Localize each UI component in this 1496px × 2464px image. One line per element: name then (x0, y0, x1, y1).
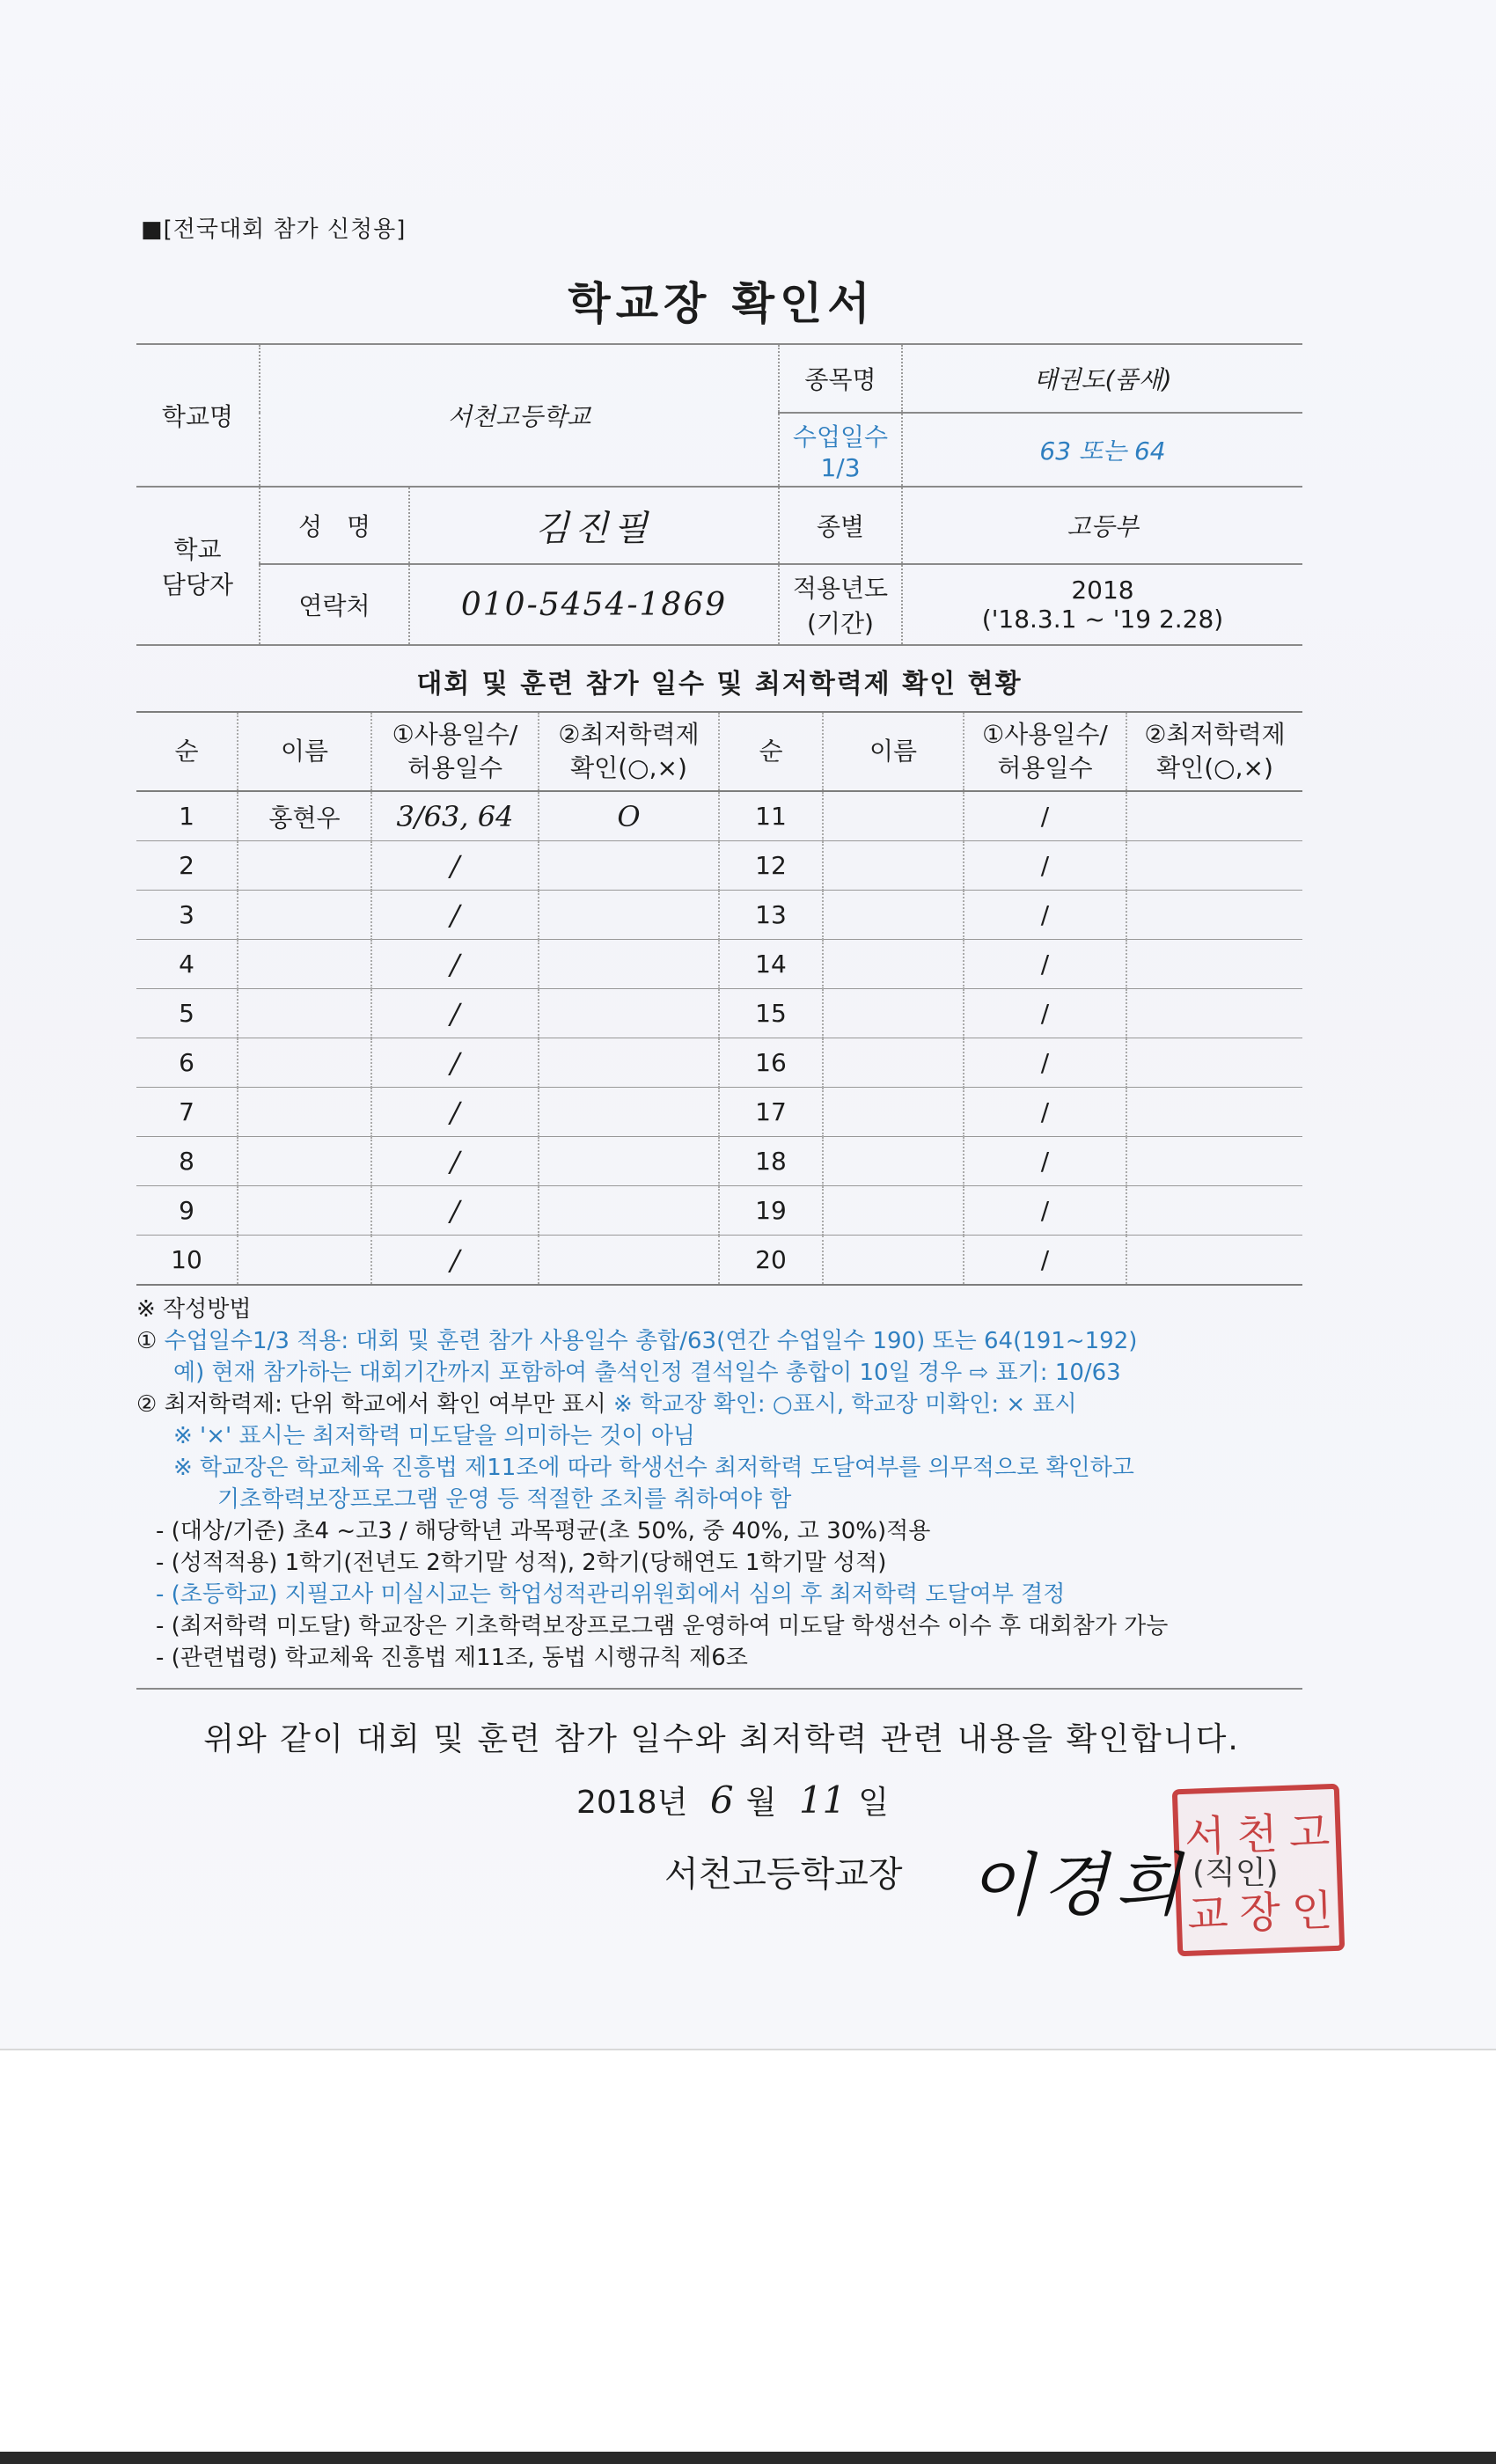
col-days-right-line1: ①사용일수/ (982, 720, 1108, 749)
note-d3: - (초등학교) 지필고사 미실시교는 학업성적관리위원회에서 심의 후 최저학력 도달여부 결정 (156, 1581, 1066, 1608)
row-no-right: 15 (719, 989, 823, 1038)
note-1a (136, 1325, 1316, 1357)
participation-table (136, 711, 1302, 1286)
row-name-right (823, 940, 964, 989)
form-type-tag: ■[전국대회 참가 신청용] (141, 216, 407, 243)
info-table (136, 343, 1302, 646)
row-check (539, 1186, 719, 1236)
row-name-right (823, 1186, 964, 1236)
principal-title: 서천고등학교장 (664, 1854, 903, 1895)
col-name-right: 이름 (823, 712, 964, 791)
row-name (238, 1038, 371, 1088)
row-name-right (823, 1137, 964, 1186)
seal-char: 서 (1184, 1811, 1227, 1862)
table-row (136, 791, 1302, 841)
col-check-right (1126, 712, 1302, 791)
col-days-line2: 허용일수 (407, 753, 503, 782)
row-no: 2 (136, 841, 238, 891)
year-label (779, 564, 902, 645)
row-days: / (371, 1236, 539, 1286)
row-no-right: 17 (719, 1088, 823, 1137)
note-d2: - (성적적용) 1학기(전년도 2학기말 성적), 2학기(당해연도 1학기말 성적) (156, 1550, 887, 1576)
row-days-right: / (964, 841, 1126, 891)
division-label: 종별 (779, 487, 902, 564)
seal-suffix: (직인) (1192, 1855, 1279, 1891)
row-name (238, 989, 371, 1038)
row-name (238, 1137, 371, 1186)
row-name (238, 1236, 371, 1286)
days-value: 63 또는 64 (902, 413, 1302, 487)
school-label: 학교명 (136, 344, 260, 487)
row-name-right (823, 989, 964, 1038)
row-no: 8 (136, 1137, 238, 1186)
issue-date (576, 1778, 889, 1822)
row-name (238, 1088, 371, 1137)
row-check (539, 1038, 719, 1088)
row-check-right (1126, 1088, 1302, 1137)
note-1a-text: 수업일수1/3 적용: 대회 및 훈련 참가 사용일수 총합/63(연간 수업일수 190) 또는 64(191~192) (164, 1328, 1138, 1354)
year-label-line2: (기간) (807, 609, 874, 638)
col-no: 순 (136, 712, 238, 791)
phone-value: 010-5454-1869 (409, 564, 779, 645)
row-no: 3 (136, 891, 238, 940)
contact-label-line2: 담당자 (161, 570, 234, 599)
row-no: 10 (136, 1236, 238, 1286)
seal-char: 천 (1236, 1809, 1279, 1860)
row-days: / (371, 989, 539, 1038)
row-days-right: / (964, 1236, 1126, 1286)
row-no: 7 (136, 1088, 238, 1137)
col-name: 이름 (238, 712, 371, 791)
note-d5: - (관련법령) 학교체육 진흥법 제11조, 동법 시행규칙 제6조 (156, 1645, 748, 1671)
row-no-right: 11 (719, 791, 823, 841)
row-no-right: 12 (719, 841, 823, 891)
principal-signature: 이경희 (968, 1846, 1189, 1925)
row-check (539, 1088, 719, 1137)
days-label (779, 413, 902, 487)
seal-char: 장 (1238, 1888, 1281, 1939)
col-days-right-line2: 허용일수 (997, 753, 1093, 782)
event-value: 태권도(품새) (902, 344, 1302, 413)
division-value: 고등부 (902, 487, 1302, 564)
note-2d: 기초학력보장프로그램 운영 등 적절한 조치를 취하여야 함 (217, 1486, 792, 1513)
row-name (238, 841, 371, 891)
note-2a-prefix: ② 최저학력제: 단위 학교에서 확인 여부만 표시 (136, 1391, 614, 1418)
seal-char: 교 (1186, 1889, 1229, 1940)
row-days-right: / (964, 1038, 1126, 1088)
row-no-right: 20 (719, 1236, 823, 1286)
confirmation-statement: 위와 같이 대회 및 훈련 참가 일수와 최저학력 관련 내용을 확인합니다. (203, 1721, 1240, 1757)
row-days-right: / (964, 989, 1126, 1038)
row-check-right (1126, 791, 1302, 841)
col-check-right-line2: 확인(○,×) (1156, 753, 1273, 782)
row-no-right: 19 (719, 1186, 823, 1236)
year-value-line1: 2018 (1071, 576, 1134, 605)
row-no: 1 (136, 791, 238, 841)
year-value (902, 564, 1302, 645)
row-days-right: / (964, 1088, 1126, 1137)
col-check-line1: ②최저학력제 (558, 720, 700, 749)
note-1a-prefix: ① (136, 1328, 165, 1354)
page-title: 학교장 확인서 (568, 278, 876, 329)
row-name-right (823, 891, 964, 940)
table-row (136, 1038, 1302, 1088)
row-no-right: 13 (719, 891, 823, 940)
table-row (136, 841, 1302, 891)
row-name-right (823, 1236, 964, 1286)
note-2a-blue: ※ 학교장 확인: ○표시, 학교장 미확인: × 표시 (613, 1391, 1077, 1418)
name-label: 성 명 (260, 487, 409, 564)
row-no: 5 (136, 989, 238, 1038)
row-check (539, 1137, 719, 1186)
row-name (238, 891, 371, 940)
row-name (238, 1186, 371, 1236)
row-name-right (823, 1088, 964, 1137)
row-days: 3/63, 64 (371, 791, 539, 841)
row-no-right: 18 (719, 1137, 823, 1186)
date-year: 2018년 (576, 1785, 688, 1821)
note-2c: ※ 학교장은 학교체육 진흥법 제11조에 따라 학생선수 최저학력 도달여부를 의무적으로 확인하고 (173, 1455, 1134, 1481)
table-row (136, 1088, 1302, 1137)
row-check: O (539, 791, 719, 841)
row-days: / (371, 940, 539, 989)
section-title: 대회 및 훈련 참가 일수 및 최저학력제 확인 현황 (416, 669, 1023, 700)
row-check-right (1126, 1236, 1302, 1286)
row-name-right (823, 791, 964, 841)
row-name-right (823, 1038, 964, 1088)
phone-label: 연락처 (260, 564, 409, 645)
contact-label-line1: 학교 (173, 535, 222, 564)
row-check-right (1126, 1137, 1302, 1186)
row-no-right: 16 (719, 1038, 823, 1088)
row-no: 4 (136, 940, 238, 989)
contact-label (136, 487, 260, 645)
note-2b: ※ '×' 표시는 최저학력 미도달을 의미하는 것이 아님 (173, 1423, 695, 1449)
row-check-right (1126, 841, 1302, 891)
row-check (539, 841, 719, 891)
table-row (136, 940, 1302, 989)
contact-name-value: 김진필 (409, 487, 779, 564)
col-check-right-line1: ②최저학력제 (1144, 720, 1286, 749)
row-days-right: / (964, 891, 1126, 940)
row-days-right: / (964, 940, 1126, 989)
instructions (136, 1294, 1316, 1674)
row-no-right: 14 (719, 940, 823, 989)
date-day: 11 (798, 1778, 847, 1822)
days-label-line1: 수업일수 (792, 422, 889, 451)
row-check (539, 891, 719, 940)
col-check-line2: 확인(○,×) (570, 753, 687, 782)
row-days: / (371, 1088, 539, 1137)
row-no: 9 (136, 1186, 238, 1236)
row-check-right (1126, 1038, 1302, 1088)
col-days-right (964, 712, 1126, 791)
row-days-right: / (964, 1186, 1126, 1236)
row-check-right (1126, 1186, 1302, 1236)
row-name (238, 940, 371, 989)
row-check (539, 1236, 719, 1286)
date-month-unit: 월 (745, 1785, 777, 1821)
table-row (136, 1236, 1302, 1286)
table-row (136, 989, 1302, 1038)
row-no: 6 (136, 1038, 238, 1088)
year-value-line2: ('18.3.1 ~ '19 2.28) (981, 605, 1224, 634)
row-days-right: / (964, 791, 1126, 841)
note-2a (136, 1389, 1316, 1420)
school-value: 서천고등학교 (260, 344, 779, 487)
event-label: 종목명 (779, 344, 902, 413)
table-row (136, 1186, 1302, 1236)
date-month: 6 (709, 1778, 734, 1822)
notes-heading: ※ 작성방법 (136, 1296, 252, 1323)
row-days: / (371, 1186, 539, 1236)
note-d4: - (최저학력 미도달) 학교장은 기초학력보장프로그램 운영하여 미도달 학생선수 이수 후 대회참가 가능 (156, 1613, 1169, 1639)
row-name-right (823, 841, 964, 891)
col-days-line1: ①사용일수/ (392, 720, 518, 749)
col-no-right: 순 (719, 712, 823, 791)
row-check-right (1126, 989, 1302, 1038)
divider (136, 1688, 1302, 1690)
row-days: / (371, 891, 539, 940)
scan-edge (0, 2452, 1496, 2464)
table-row (136, 891, 1302, 940)
row-days: / (371, 841, 539, 891)
seal-char: 고 (1287, 1808, 1331, 1859)
note-d1: - (대상/기준) 초4 ~고3 / 해당학년 과목평균(초 50%, 중 40%, 고 30%)적용 (156, 1518, 931, 1544)
col-check (539, 712, 719, 791)
row-days: / (371, 1137, 539, 1186)
row-days: / (371, 1038, 539, 1088)
col-days (371, 712, 539, 791)
year-label-line1: 적용년도 (792, 574, 889, 603)
note-1b: 예) 현재 참가하는 대회기간까지 포함하여 출석인정 결석일수 총합이 10일 경우 ⇨ 표기: 10/63 (173, 1360, 1121, 1386)
table-row (136, 1137, 1302, 1186)
row-check (539, 989, 719, 1038)
row-check (539, 940, 719, 989)
date-day-unit: 일 (858, 1785, 890, 1821)
row-check-right (1126, 891, 1302, 940)
row-check-right (1126, 940, 1302, 989)
row-name: 홍현우 (238, 791, 371, 841)
days-label-line2: 1/3 (820, 452, 861, 482)
row-days-right: / (964, 1137, 1126, 1186)
seal-char: 인 (1290, 1886, 1334, 1937)
